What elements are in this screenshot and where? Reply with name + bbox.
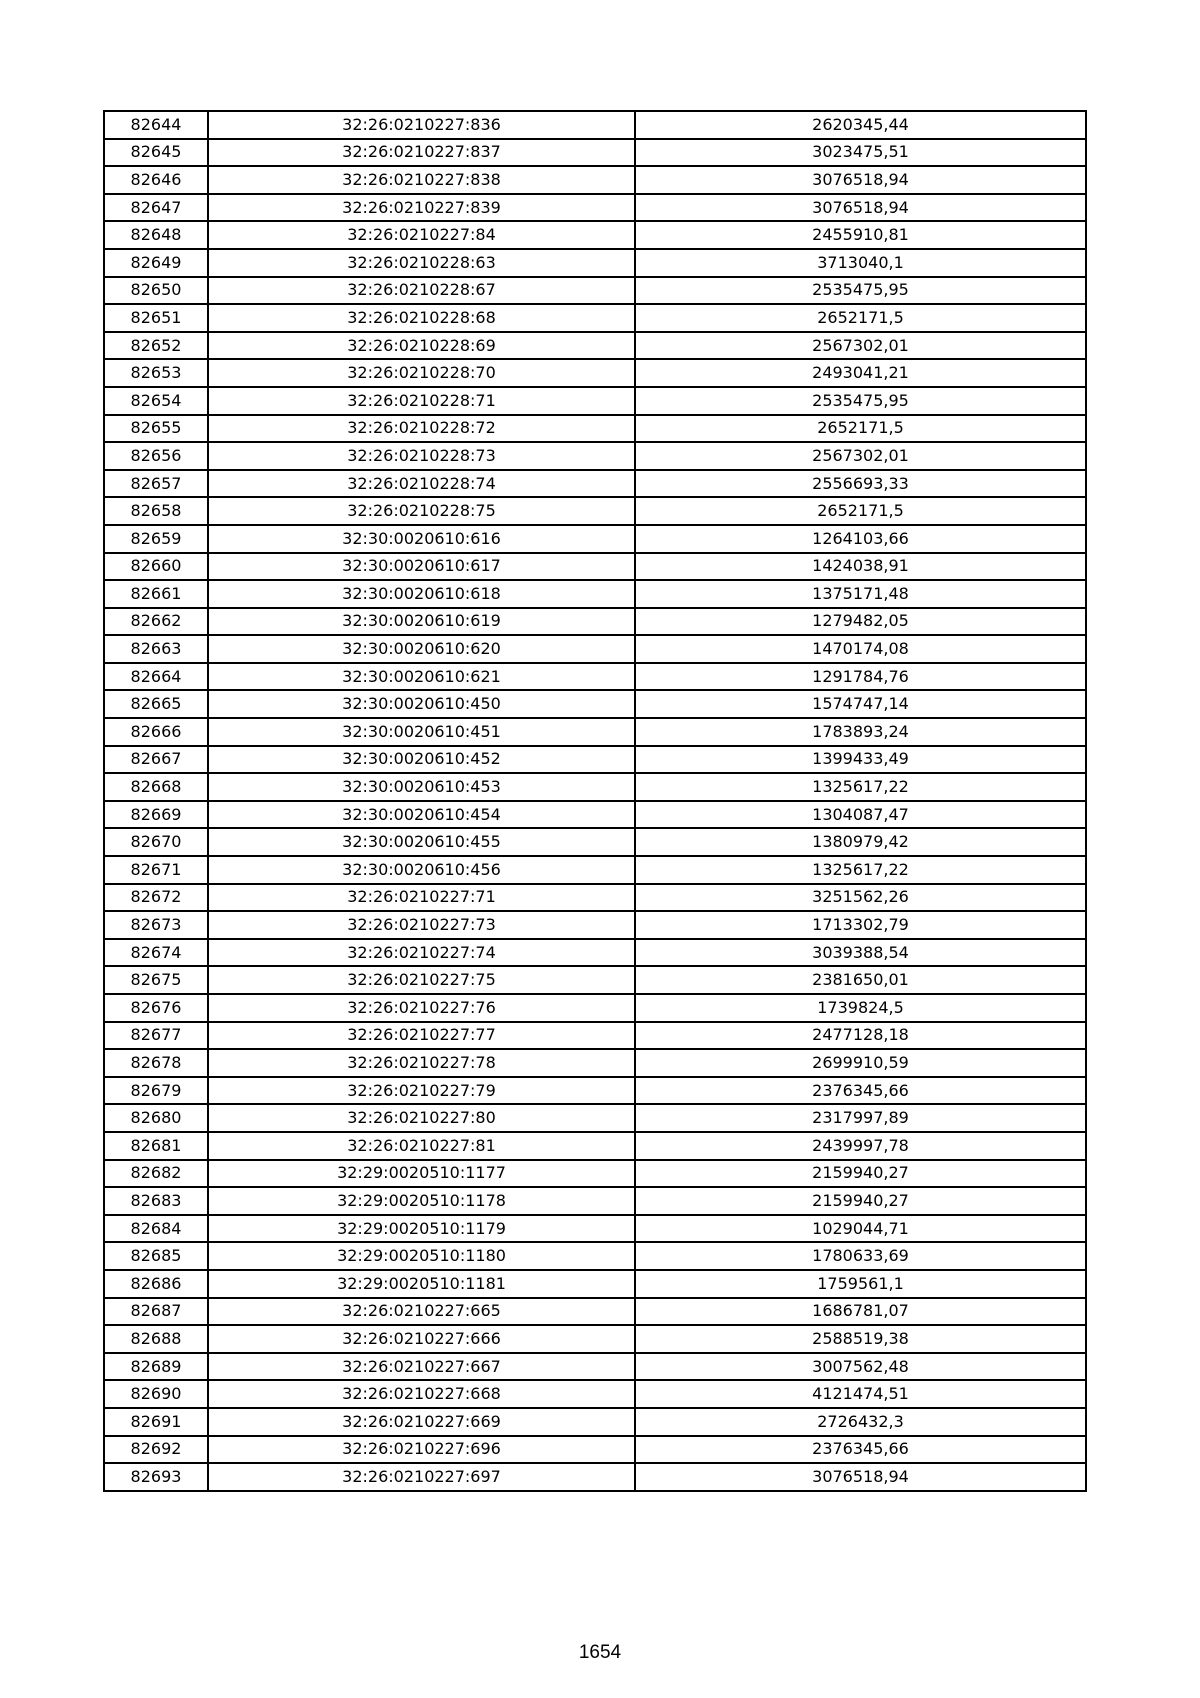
cadastral-number-cell: 32:26:0210227:697 [208, 1463, 635, 1491]
table-row [104, 994, 1086, 1022]
table-row [104, 718, 1086, 746]
row-number-cell: 82660 [104, 553, 208, 581]
cadastral-number-cell: 32:30:0020610:621 [208, 663, 635, 691]
table-row [104, 856, 1086, 884]
cadastral-number-cell: 32:26:0210227:838 [208, 166, 635, 194]
row-number-cell: 82691 [104, 1408, 208, 1436]
row-number-cell: 82679 [104, 1077, 208, 1105]
table-row [104, 1022, 1086, 1050]
value-cell: 3023475,51 [635, 139, 1086, 167]
cadastral-number-cell: 32:30:0020610:619 [208, 608, 635, 636]
value-cell: 2477128,18 [635, 1022, 1086, 1050]
cadastral-number-cell: 32:26:0210228:74 [208, 470, 635, 498]
value-cell: 3039388,54 [635, 939, 1086, 967]
cadastral-number-cell: 32:29:0020510:1177 [208, 1160, 635, 1188]
value-cell: 1739824,5 [635, 994, 1086, 1022]
cadastral-number-cell: 32:26:0210227:80 [208, 1104, 635, 1132]
value-cell: 1325617,22 [635, 856, 1086, 884]
row-number-cell: 82693 [104, 1463, 208, 1491]
row-number-cell: 82652 [104, 332, 208, 360]
table-row [104, 497, 1086, 525]
value-cell: 2556693,33 [635, 470, 1086, 498]
cadastral-number-cell: 32:26:0210228:75 [208, 497, 635, 525]
cadastral-number-cell: 32:26:0210227:78 [208, 1049, 635, 1077]
cadastral-number-cell: 32:30:0020610:453 [208, 773, 635, 801]
table-row [104, 1353, 1086, 1381]
cadastral-number-cell: 32:26:0210228:73 [208, 442, 635, 470]
value-cell: 2535475,95 [635, 277, 1086, 305]
cadastral-number-cell: 32:30:0020610:454 [208, 801, 635, 829]
value-cell: 1279482,05 [635, 608, 1086, 636]
value-cell: 2317997,89 [635, 1104, 1086, 1132]
row-number-cell: 82658 [104, 497, 208, 525]
row-number-cell: 82649 [104, 249, 208, 277]
row-number-cell: 82683 [104, 1187, 208, 1215]
cadastral-number-cell: 32:26:0210228:68 [208, 304, 635, 332]
value-cell: 1029044,71 [635, 1215, 1086, 1243]
cadastral-number-cell: 32:29:0020510:1178 [208, 1187, 635, 1215]
row-number-cell: 82647 [104, 194, 208, 222]
table-row [104, 690, 1086, 718]
table-row [104, 359, 1086, 387]
cadastral-number-cell: 32:26:0210227:836 [208, 111, 635, 139]
row-number-cell: 82687 [104, 1298, 208, 1326]
cadastral-number-cell: 32:29:0020510:1179 [208, 1215, 635, 1243]
table-row [104, 525, 1086, 553]
table-body [104, 111, 1086, 1491]
row-number-cell: 82682 [104, 1160, 208, 1188]
table-row [104, 1325, 1086, 1353]
value-cell: 2439997,78 [635, 1132, 1086, 1160]
table-row [104, 746, 1086, 774]
value-cell: 2567302,01 [635, 332, 1086, 360]
table-row [104, 1436, 1086, 1464]
cadastral-number-cell: 32:26:0210228:63 [208, 249, 635, 277]
cadastral-number-cell: 32:30:0020610:456 [208, 856, 635, 884]
row-number-cell: 82654 [104, 387, 208, 415]
cadastral-number-cell: 32:26:0210228:71 [208, 387, 635, 415]
table-row [104, 139, 1086, 167]
cadastral-number-cell: 32:26:0210227:668 [208, 1380, 635, 1408]
table-row [104, 194, 1086, 222]
cadastral-number-cell: 32:30:0020610:451 [208, 718, 635, 746]
value-cell: 3007562,48 [635, 1353, 1086, 1381]
value-cell: 1375171,48 [635, 580, 1086, 608]
table-row [104, 277, 1086, 305]
row-number-cell: 82644 [104, 111, 208, 139]
table-row [104, 1132, 1086, 1160]
cadastral-number-cell: 32:26:0210227:84 [208, 221, 635, 249]
row-number-cell: 82676 [104, 994, 208, 1022]
row-number-cell: 82677 [104, 1022, 208, 1050]
value-cell: 1713302,79 [635, 911, 1086, 939]
row-number-cell: 82645 [104, 139, 208, 167]
value-cell: 2493041,21 [635, 359, 1086, 387]
cadastral-number-cell: 32:26:0210227:696 [208, 1436, 635, 1464]
value-cell: 3713040,1 [635, 249, 1086, 277]
value-cell: 1291784,76 [635, 663, 1086, 691]
row-number-cell: 82653 [104, 359, 208, 387]
row-number-cell: 82657 [104, 470, 208, 498]
table-row [104, 939, 1086, 967]
cadastral-number-cell: 32:26:0210227:75 [208, 966, 635, 994]
value-cell: 4121474,51 [635, 1380, 1086, 1408]
row-number-cell: 82672 [104, 884, 208, 912]
table-row [104, 1104, 1086, 1132]
row-number-cell: 82680 [104, 1104, 208, 1132]
row-number-cell: 82663 [104, 635, 208, 663]
table-row [104, 1215, 1086, 1243]
table-row [104, 635, 1086, 663]
value-cell: 1686781,07 [635, 1298, 1086, 1326]
table-row [104, 1408, 1086, 1436]
table-row [104, 1463, 1086, 1491]
value-cell: 1424038,91 [635, 553, 1086, 581]
row-number-cell: 82655 [104, 415, 208, 443]
value-cell: 1780633,69 [635, 1242, 1086, 1270]
row-number-cell: 82681 [104, 1132, 208, 1160]
row-number-cell: 82671 [104, 856, 208, 884]
value-cell: 1759561,1 [635, 1270, 1086, 1298]
table-row [104, 1242, 1086, 1270]
table-row [104, 442, 1086, 470]
cadastral-number-cell: 32:30:0020610:618 [208, 580, 635, 608]
table-row [104, 1187, 1086, 1215]
value-cell: 1399433,49 [635, 746, 1086, 774]
row-number-cell: 82667 [104, 746, 208, 774]
value-cell: 2652171,5 [635, 415, 1086, 443]
table-row [104, 553, 1086, 581]
cadastral-number-cell: 32:26:0210228:72 [208, 415, 635, 443]
cadastral-number-cell: 32:30:0020610:616 [208, 525, 635, 553]
row-number-cell: 82674 [104, 939, 208, 967]
row-number-cell: 82689 [104, 1353, 208, 1381]
row-number-cell: 82664 [104, 663, 208, 691]
cadastral-number-cell: 32:26:0210228:67 [208, 277, 635, 305]
cadastral-number-cell: 32:26:0210227:667 [208, 1353, 635, 1381]
value-cell: 1380979,42 [635, 828, 1086, 856]
value-cell: 2455910,81 [635, 221, 1086, 249]
table-row [104, 1077, 1086, 1105]
row-number-cell: 82665 [104, 690, 208, 718]
row-number-cell: 82692 [104, 1436, 208, 1464]
cadastral-number-cell: 32:30:0020610:450 [208, 690, 635, 718]
row-number-cell: 82686 [104, 1270, 208, 1298]
row-number-cell: 82675 [104, 966, 208, 994]
row-number-cell: 82656 [104, 442, 208, 470]
table-row [104, 304, 1086, 332]
cadastral-number-cell: 32:26:0210228:69 [208, 332, 635, 360]
value-cell: 1264103,66 [635, 525, 1086, 553]
value-cell: 2159940,27 [635, 1160, 1086, 1188]
value-cell: 2376345,66 [635, 1077, 1086, 1105]
row-number-cell: 82678 [104, 1049, 208, 1077]
cadastral-number-cell: 32:26:0210227:77 [208, 1022, 635, 1050]
cadastral-number-cell: 32:26:0210227:73 [208, 911, 635, 939]
cadastral-number-cell: 32:26:0210227:669 [208, 1408, 635, 1436]
row-number-cell: 82668 [104, 773, 208, 801]
table-row [104, 387, 1086, 415]
value-cell: 3076518,94 [635, 1463, 1086, 1491]
table-row [104, 470, 1086, 498]
value-cell: 2726432,3 [635, 1408, 1086, 1436]
row-number-cell: 82666 [104, 718, 208, 746]
table-row [104, 415, 1086, 443]
table-row [104, 608, 1086, 636]
page-number: 1654 [578, 1642, 622, 1663]
row-number-cell: 82685 [104, 1242, 208, 1270]
table-row [104, 884, 1086, 912]
value-cell: 1783893,24 [635, 718, 1086, 746]
table-row [104, 773, 1086, 801]
cadastral-number-cell: 32:26:0210227:665 [208, 1298, 635, 1326]
row-number-cell: 82690 [104, 1380, 208, 1408]
table-row [104, 663, 1086, 691]
cadastral-number-cell: 32:26:0210228:70 [208, 359, 635, 387]
cadastral-number-cell: 32:30:0020610:617 [208, 553, 635, 581]
cadastral-number-cell: 32:26:0210227:81 [208, 1132, 635, 1160]
cadastral-number-cell: 32:26:0210227:79 [208, 1077, 635, 1105]
value-cell: 2699910,59 [635, 1049, 1086, 1077]
value-cell: 1304087,47 [635, 801, 1086, 829]
value-cell: 2567302,01 [635, 442, 1086, 470]
table-row [104, 966, 1086, 994]
row-number-cell: 82673 [104, 911, 208, 939]
table-row [104, 828, 1086, 856]
value-cell: 2652171,5 [635, 304, 1086, 332]
row-number-cell: 82650 [104, 277, 208, 305]
cadastral-value-table [103, 110, 1087, 1492]
value-cell: 2620345,44 [635, 111, 1086, 139]
table-row [104, 249, 1086, 277]
table-row [104, 111, 1086, 139]
row-number-cell: 82684 [104, 1215, 208, 1243]
table-row [104, 1380, 1086, 1408]
row-number-cell: 82670 [104, 828, 208, 856]
row-number-cell: 82648 [104, 221, 208, 249]
value-cell: 3076518,94 [635, 166, 1086, 194]
table-row [104, 1049, 1086, 1077]
row-number-cell: 82661 [104, 580, 208, 608]
cadastral-number-cell: 32:30:0020610:455 [208, 828, 635, 856]
cadastral-number-cell: 32:26:0210227:837 [208, 139, 635, 167]
row-number-cell: 82662 [104, 608, 208, 636]
cadastral-number-cell: 32:29:0020510:1181 [208, 1270, 635, 1298]
row-number-cell: 82688 [104, 1325, 208, 1353]
value-cell: 2376345,66 [635, 1436, 1086, 1464]
value-cell: 3076518,94 [635, 194, 1086, 222]
cadastral-number-cell: 32:26:0210227:839 [208, 194, 635, 222]
table-row [104, 911, 1086, 939]
cadastral-number-cell: 32:26:0210227:666 [208, 1325, 635, 1353]
cadastral-number-cell: 32:26:0210227:74 [208, 939, 635, 967]
value-cell: 2159940,27 [635, 1187, 1086, 1215]
row-number-cell: 82651 [104, 304, 208, 332]
cadastral-number-cell: 32:26:0210227:76 [208, 994, 635, 1022]
value-cell: 1325617,22 [635, 773, 1086, 801]
row-number-cell: 82646 [104, 166, 208, 194]
table-row [104, 801, 1086, 829]
cadastral-number-cell: 32:30:0020610:452 [208, 746, 635, 774]
value-cell: 2535475,95 [635, 387, 1086, 415]
table-row [104, 221, 1086, 249]
row-number-cell: 82659 [104, 525, 208, 553]
table-row [104, 1270, 1086, 1298]
value-cell: 2381650,01 [635, 966, 1086, 994]
cadastral-number-cell: 32:29:0020510:1180 [208, 1242, 635, 1270]
table-row [104, 1160, 1086, 1188]
table-row [104, 166, 1086, 194]
table-row [104, 1298, 1086, 1326]
value-cell: 1574747,14 [635, 690, 1086, 718]
value-cell: 3251562,26 [635, 884, 1086, 912]
cadastral-number-cell: 32:26:0210227:71 [208, 884, 635, 912]
value-cell: 2652171,5 [635, 497, 1086, 525]
table-row [104, 332, 1086, 360]
value-cell: 2588519,38 [635, 1325, 1086, 1353]
row-number-cell: 82669 [104, 801, 208, 829]
table-row [104, 580, 1086, 608]
value-cell: 1470174,08 [635, 635, 1086, 663]
cadastral-number-cell: 32:30:0020610:620 [208, 635, 635, 663]
